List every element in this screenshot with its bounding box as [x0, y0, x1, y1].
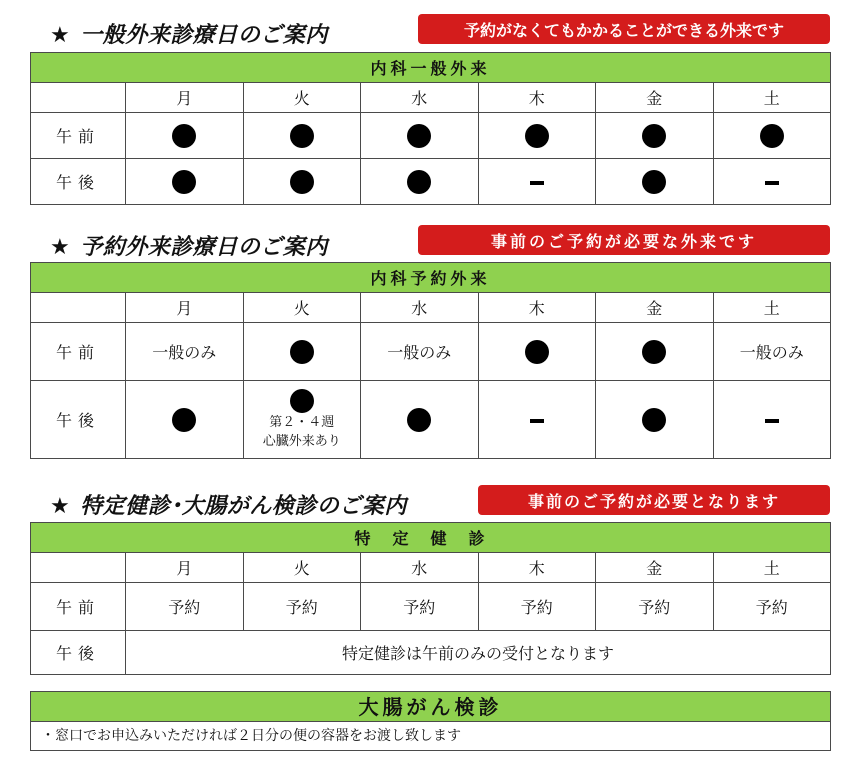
open-dot-icon [525, 340, 549, 364]
reserve-text: 予約 [596, 583, 714, 631]
day-tue: 火 [243, 293, 361, 323]
general-only-text: 一般のみ [361, 323, 479, 381]
general-section-title: ★ 一般外来診療日のご案内 [50, 23, 328, 48]
am-label: 午前 [31, 323, 126, 381]
am-label: 午前 [31, 583, 126, 631]
day-fri: 金 [596, 83, 714, 113]
day-mon: 月 [126, 83, 244, 113]
open-dot-icon [642, 170, 666, 194]
checkup-table-title: 特定健診 [31, 523, 831, 553]
day-sat: 土 [713, 553, 831, 583]
pm-label: 午後 [31, 159, 126, 205]
reserve-text: 予約 [126, 583, 244, 631]
open-dot-icon [760, 124, 784, 148]
open-dot-icon [172, 124, 196, 148]
general-schedule-table [30, 52, 831, 205]
reserve-text: 予約 [361, 583, 479, 631]
open-dot-icon [290, 170, 314, 194]
open-dot-icon [172, 408, 196, 432]
tuesday-note-weeks: 第２・４週 [269, 414, 335, 430]
star-icon: ★ [50, 23, 71, 48]
pm-label: 午後 [31, 381, 126, 459]
reserve-text: 予約 [478, 583, 596, 631]
day-wed: 水 [361, 553, 479, 583]
pm-label: 午後 [31, 631, 126, 675]
reserved-section-title: ★ 予約外来診療日のご案内 [50, 235, 328, 260]
reserved-badge: 事前のご予約が必要な外来です [418, 225, 830, 255]
closed-dash-icon [530, 419, 544, 423]
reserve-text: 予約 [243, 583, 361, 631]
open-dot-icon [290, 340, 314, 364]
day-mon: 月 [126, 293, 244, 323]
tuesday-note-cardiology: 心臓外来あり [262, 433, 341, 449]
day-wed: 水 [361, 83, 479, 113]
day-fri: 金 [596, 553, 714, 583]
colon-screening-title: 大腸がん検診 [31, 692, 830, 722]
open-dot-icon [642, 408, 666, 432]
day-sat: 土 [713, 293, 831, 323]
open-dot-icon [642, 124, 666, 148]
star-icon: ★ [50, 235, 71, 260]
day-sat: 土 [713, 83, 831, 113]
star-icon: ★ [50, 494, 71, 519]
day-thu: 木 [478, 553, 596, 583]
colon-screening-note: ・窓口でお申込みいただければ２日分の便の容器をお渡し致します [41, 728, 461, 744]
open-dot-icon [290, 389, 314, 413]
colon-screening-box [30, 691, 831, 751]
general-only-text: 一般のみ [713, 323, 831, 381]
checkup-badge: 事前のご予約が必要となります [478, 485, 830, 515]
reserved-table-title: 内科予約外来 [31, 263, 831, 293]
open-dot-icon [642, 340, 666, 364]
checkup-pm-note: 特定健診は午前のみの受付となります [126, 631, 831, 675]
reserved-schedule-table [30, 262, 831, 459]
reserve-text: 予約 [713, 583, 831, 631]
open-dot-icon [407, 408, 431, 432]
open-dot-icon [172, 170, 196, 194]
closed-dash-icon [530, 181, 544, 185]
general-badge: 予約がなくてもかかることができる外来です [418, 14, 830, 44]
open-dot-icon [407, 170, 431, 194]
checkup-schedule-table [30, 522, 831, 675]
day-thu: 木 [478, 293, 596, 323]
day-thu: 木 [478, 83, 596, 113]
general-table-title: 内科一般外来 [31, 53, 831, 83]
day-mon: 月 [126, 553, 244, 583]
open-dot-icon [290, 124, 314, 148]
day-wed: 水 [361, 293, 479, 323]
day-fri: 金 [596, 293, 714, 323]
checkup-section-title: ★ 特定健診･大腸がん検診のご案内 [50, 494, 407, 519]
day-tue: 火 [243, 553, 361, 583]
closed-dash-icon [765, 419, 779, 423]
general-only-text: 一般のみ [126, 323, 244, 381]
open-dot-icon [525, 124, 549, 148]
am-label: 午前 [31, 113, 126, 159]
day-tue: 火 [243, 83, 361, 113]
closed-dash-icon [765, 181, 779, 185]
open-dot-icon [407, 124, 431, 148]
